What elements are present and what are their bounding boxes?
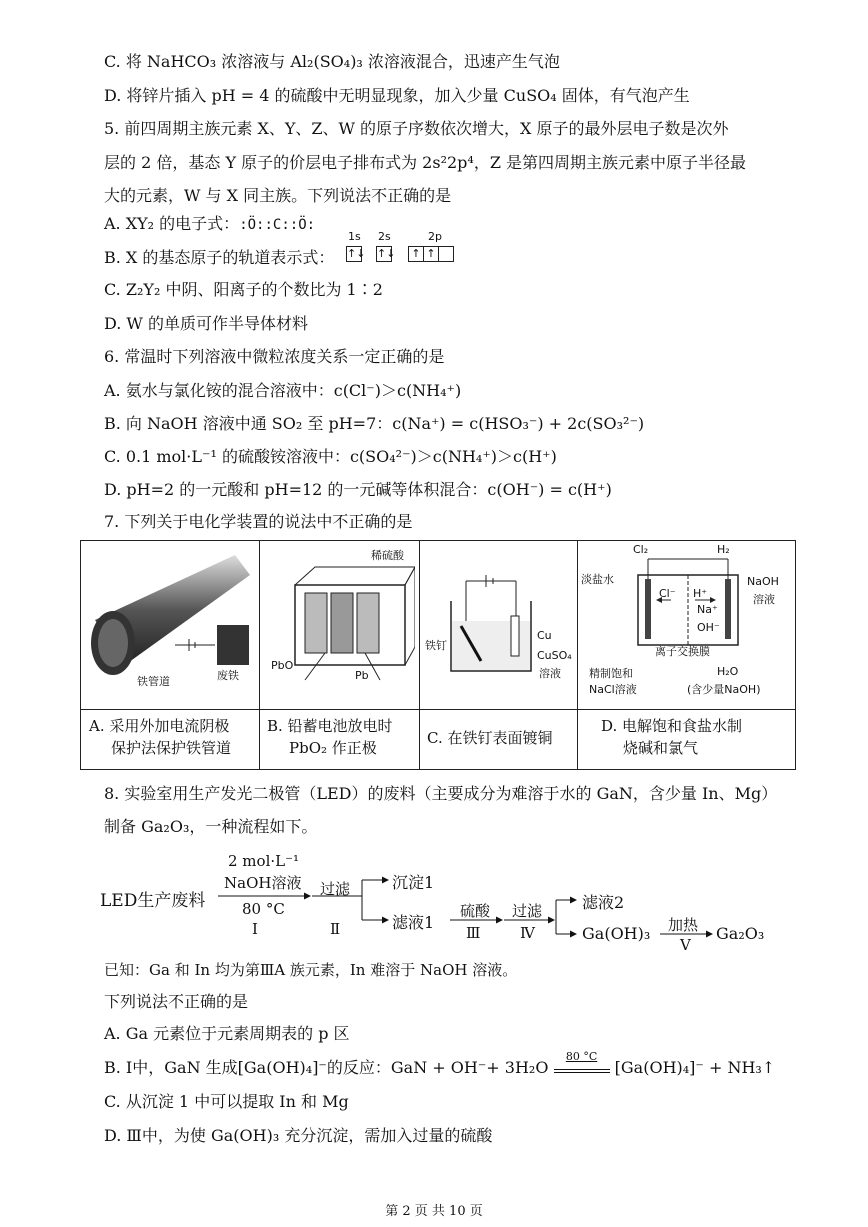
flow-precipitate-1: 沉淀1: [392, 873, 435, 892]
orbital-2s-box: ↑↓: [377, 247, 396, 260]
fig-d-label-membrane: 离子交换膜: [655, 645, 710, 658]
fig-a-label-scrap: 废铁: [217, 669, 239, 682]
caption-b-line2: PbO₂ 作正极: [289, 739, 377, 757]
orbital-2s-label: 2s: [378, 230, 391, 243]
flow-cond1-temp: 80 °C: [242, 900, 285, 918]
orbital-1s-label: 1s: [348, 230, 361, 243]
fig-c-label-cuso4: CuSO₄: [537, 649, 572, 662]
q5b-label: B. X 的基态原子的轨道表示式：: [104, 248, 335, 267]
fig-d-label-water: H₂O: [717, 665, 739, 678]
orbital-1s-box: ↑↓: [347, 247, 366, 260]
q5-option-a: [104, 212, 315, 237]
q5-option-b: [104, 246, 334, 270]
flow-cond1-conc: 2 mol·L⁻¹: [228, 852, 300, 870]
q5a-label: A. XY₂ 的电子式：: [104, 214, 240, 233]
caption-b-line1: B. 铅蓄电池放电时: [267, 717, 393, 735]
q8-known: 已知：Ga 和 In 均为第ⅢA 族元素，In 难溶于 NaOH 溶液。: [104, 961, 518, 979]
caption-a-line2: 保护法保护铁管道: [111, 739, 232, 757]
flow-filter-1: 过滤: [320, 880, 351, 898]
orbital-2p-box-1: ↑: [408, 246, 424, 262]
fig-d-label-cl-ion: Cl⁻: [659, 587, 676, 600]
figure-b-battery: [265, 555, 415, 695]
page-footer: 第 2 页 共 10 页: [385, 1204, 483, 1219]
q8b-lhs: B. Ⅰ中，GaN 生成[Ga(OH)₄]⁻的反应：GaN + OH⁻+ 3H₂O: [104, 1058, 549, 1077]
flow-heat: 加热: [668, 916, 699, 934]
fig-b-label-pbo: PbO: [271, 659, 294, 672]
flow-gaoh3: Ga(OH)₃: [582, 924, 651, 943]
fig-d-label-brine-1: 精制饱和: [589, 667, 633, 680]
q8b-condition-text: 80 °C: [565, 1050, 598, 1063]
q5-option-d: D. W 的单质可作半导体材料: [104, 314, 308, 333]
fig-d-label-brine-in: 淡盐水: [581, 573, 614, 586]
q6-option-d: D. pH=2 的一元酸和 pH=12 的一元碱等体积混合：c(OH⁻) = c(H⁺): [104, 480, 612, 499]
q8b-rhs: [Ga(OH)₄]⁻ + NH₃↑: [614, 1058, 776, 1077]
fig-d-label-oh-ion: OH⁻: [697, 621, 720, 634]
fig-c-label-solution: 溶液: [539, 667, 561, 680]
q7-figure-table: [80, 540, 796, 770]
q8-option-d: D. Ⅲ中，为使 Ga(OH)₃ 充分沉淀，需加入过量的硫酸: [104, 1126, 493, 1145]
fig-a-label-pipe: 铁管道: [137, 675, 170, 688]
fig-d-label-solution: 溶液: [753, 593, 775, 606]
q6-stem: 6. 常温时下列溶液中微粒浓度关系一定正确的是: [104, 347, 445, 366]
fig-b-label-pb: Pb: [355, 669, 369, 682]
flow-filtrate-2: 滤液2: [582, 893, 625, 912]
q8-option-b: [104, 1050, 776, 1080]
caption-d-line2: 烧碱和氯气: [623, 739, 699, 757]
q8-stem-2: 制备 Ga₂O₃，一种流程如下。: [104, 817, 318, 836]
q8-stem-1: 8. 实验室用生产发光二极管（LED）的废料（主要成分为难溶于水的 GaN，含少量 In、Mg）: [104, 784, 778, 803]
caption-b: [267, 715, 417, 759]
caption-a: [89, 715, 257, 759]
fig-d-label-brine-2: NaCl溶液: [589, 683, 637, 696]
q4-option-d: D. 将锌片插入 pH = 4 的硫酸中无明显现象，加入少量 CuSO₄ 固体，有气泡产生: [104, 86, 690, 105]
fig-d-label-water-2: (含少量NaOH): [687, 683, 761, 696]
flow-filter-2: 过滤: [512, 902, 543, 920]
orbital-2p-label: 2p: [428, 230, 442, 243]
q5-stem-1: 5. 前四周期主族元素 X、Y、Z、W 的原子序数依次增大，X 原子的最外层电子数是次外: [104, 119, 729, 138]
q8-option-c: C. 从沉淀 1 中可以提取 In 和 Mg: [104, 1092, 349, 1111]
q6-option-c: C. 0.1 mol·L⁻¹ 的硫酸铵溶液中：c(SO₄²⁻)＞c(NH₄⁺)＞c(H⁺): [104, 447, 557, 466]
orbital-2p-box-3: [438, 246, 454, 262]
flow-step-3: Ⅲ: [466, 924, 481, 942]
process-flowchart: [100, 850, 780, 954]
flow-step-1: Ⅰ: [252, 920, 258, 938]
q6-option-b: B. 向 NaOH 溶液中通 SO₂ 至 pH=7：c(Na⁺) = c(HSO₃⁻) + 2c(SO₃²⁻): [104, 414, 645, 433]
fig-d-label-cl2: Cl₂: [633, 543, 649, 556]
figure-c-plating: [441, 571, 541, 681]
flow-filtrate-1: 滤液1: [392, 913, 435, 932]
caption-d: [601, 715, 791, 759]
q5a-electron-formula: :Ö::C::Ö:: [239, 217, 316, 233]
flow-product: Ga₂O₃: [716, 924, 765, 943]
caption-a-line1: A. 采用外加电流阴极: [89, 717, 230, 735]
flow-start: LED生产废料: [100, 891, 206, 911]
q5-stem-2: 层的 2 倍，基态 Y 原子的价层电子排布式为 2s²2p⁴，Z 是第四周期主族元素中原子半径最: [104, 153, 747, 172]
q5-option-c: C. Z₂Y₂ 中阴、阳离子的个数比为 1∶2: [104, 280, 383, 299]
orbital-diagram: [346, 230, 466, 270]
q5-stem-3: 大的元素，W 与 X 同主族。下列说法不正确的是: [104, 186, 452, 205]
caption-d-line1: D. 电解饱和食盐水制: [601, 717, 743, 735]
caption-c: [427, 727, 575, 749]
fig-c-label-nail: 铁钉: [425, 639, 447, 652]
flow-step-4: Ⅳ: [520, 924, 535, 942]
q8b-condition: [554, 1050, 610, 1073]
fig-d-label-na-ion: Na⁺: [697, 603, 718, 616]
q6-option-a: A. 氨水与氯化铵的混合溶液中：c(Cl⁻)＞c(NH₄⁺): [104, 381, 462, 400]
q4-option-c: C. 将 NaHCO₃ 浓溶液与 Al₂(SO₄)₃ 浓溶液混合，迅速产生气泡: [104, 52, 560, 71]
q8-ask: 下列说法不正确的是: [104, 992, 249, 1011]
orbital-2p-box-2: ↑: [423, 246, 439, 262]
flow-acid: 硫酸: [460, 902, 491, 920]
flow-step-5: Ⅴ: [680, 936, 691, 954]
q7-stem: 7. 下列关于电化学装置的说法中不正确的是: [104, 512, 413, 531]
flow-step-2: Ⅱ: [330, 920, 341, 938]
q8-option-a: A. Ga 元素位于元素周期表的 p 区: [104, 1024, 350, 1043]
fig-d-label-naoh: NaOH: [747, 575, 779, 588]
caption-c-line1: C. 在铁钉表面镀铜: [427, 729, 553, 747]
fig-b-label-acid: 稀硫酸: [371, 549, 404, 562]
flow-cond1-reagent: NaOH溶液: [224, 874, 302, 892]
fig-d-label-h2: H₂: [717, 543, 730, 556]
fig-c-label-cu: Cu: [537, 629, 552, 642]
fig-d-label-h-ion: H⁺: [693, 587, 708, 600]
